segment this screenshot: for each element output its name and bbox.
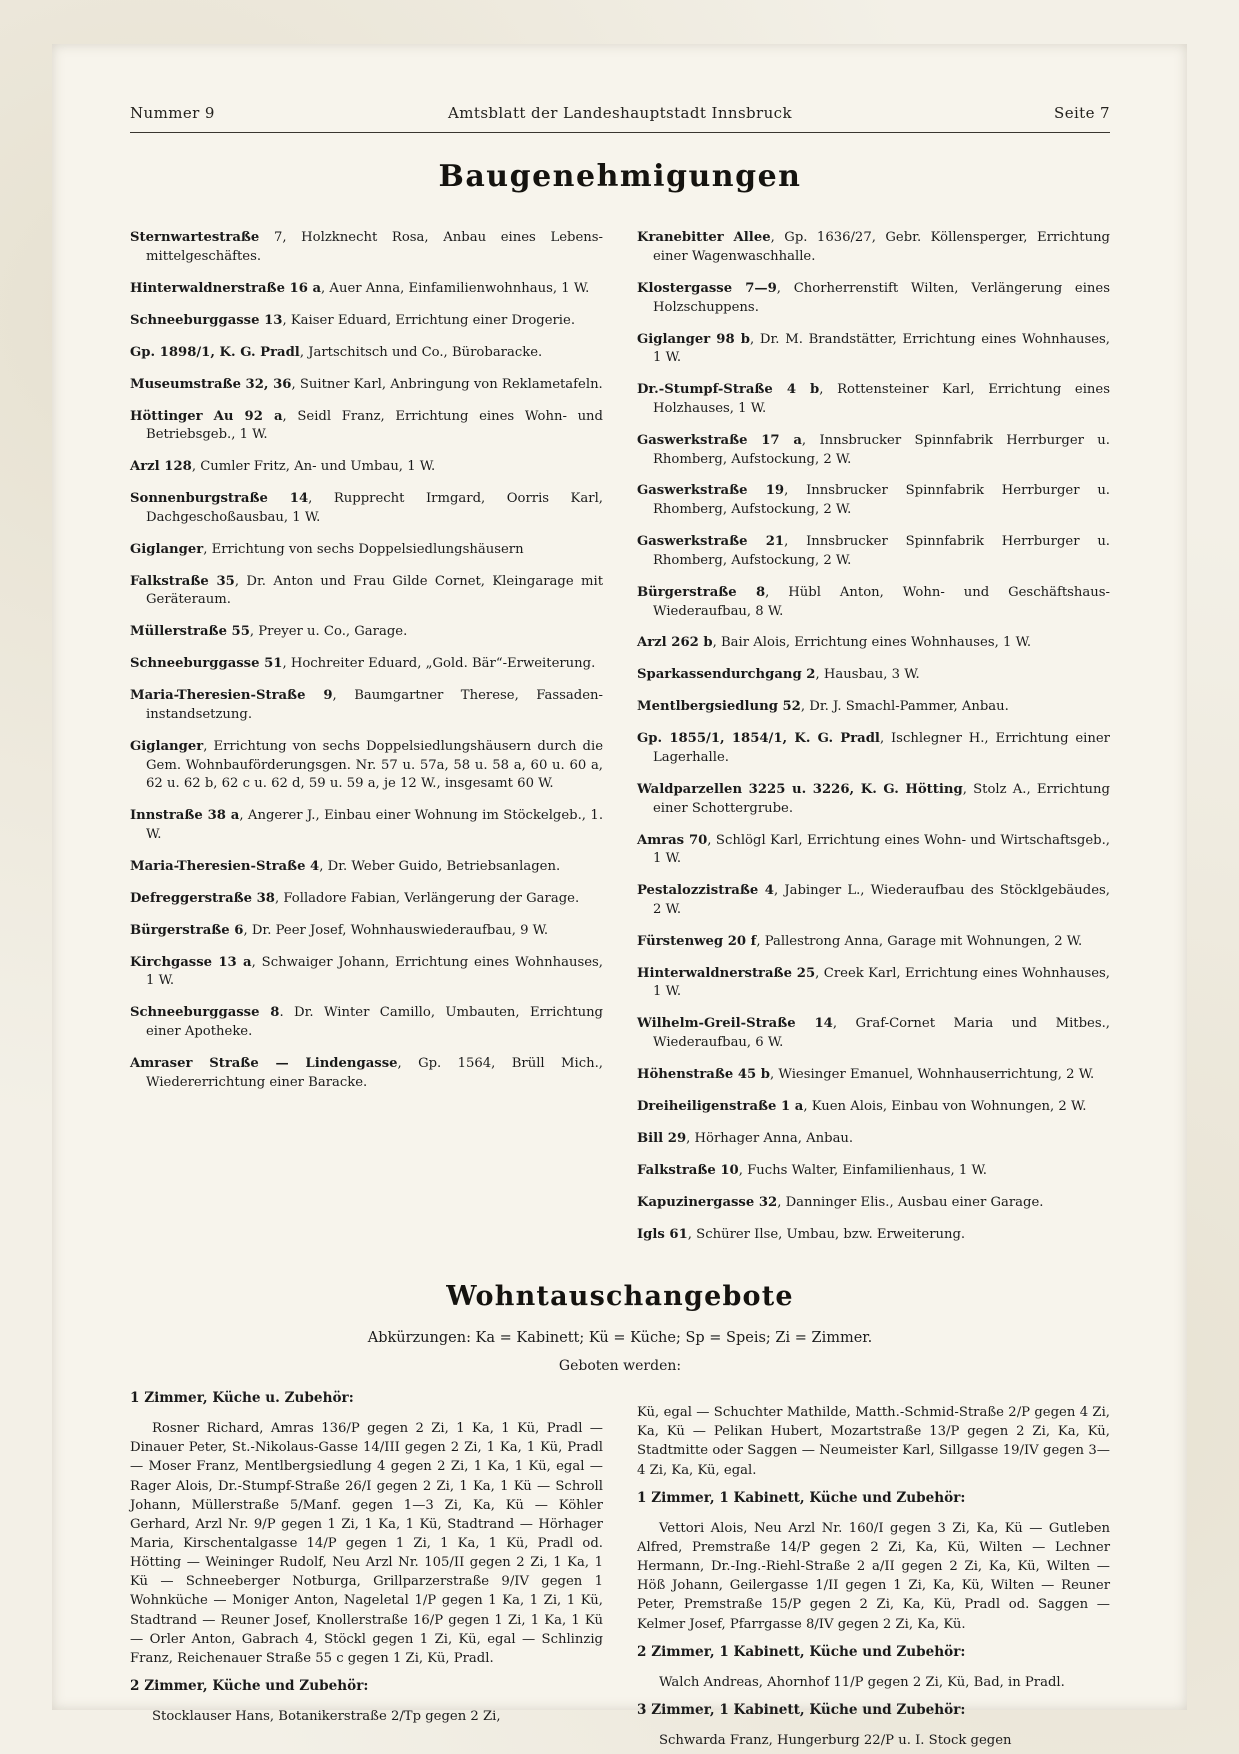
section-title-building-permits: Baugenehmigungen xyxy=(438,159,802,194)
permit-lead: Pestalozzistraße 4 xyxy=(637,883,774,899)
permit-entry xyxy=(130,687,603,724)
permit-entry xyxy=(637,933,1110,952)
permit-text: , Chorherrenstift Wilten, Verlängerung eines Holzschuppens. xyxy=(653,280,1110,315)
permit-lead: Bürgerstraße 6 xyxy=(130,922,244,938)
permit-text: , Gp. 1636/27, Gebr. Köllensperger, Errichtung einer Wagenwaschhalle. xyxy=(653,230,1111,264)
exchange-listing-continued: Kü, egal — Schuchter Mathilde, Matth.-Schmid-Straße 2/P gegen 4 Zi, Ka, Kü — Pelikan Hubert, Mozartstraße 13/P gegen 2 Zi, Ka, Kü, Stadtmitte oder Saggen — Neumeister Karl, Sillgasse 19/IV gegen 3—4 Zi, Ka, Kü, egal. xyxy=(637,1405,1110,1478)
permit-lead: Falkstraße 10 xyxy=(637,1162,739,1178)
permit-lead: Waldparzellen 3225 u. 3226, K. G. Hötting xyxy=(637,781,963,797)
exchange-group-heading: 2 Zimmer, 1 Kabinett, Küche und Zubehör: xyxy=(637,1643,966,1660)
permit-lead: Innstraße 38 a xyxy=(130,808,240,824)
permit-entry xyxy=(637,280,1110,317)
document-content xyxy=(130,104,1110,1753)
permit-lead: Höttinger Au 92 a xyxy=(130,408,283,424)
exchange-listing: Stocklauser Hans, Botanikerstraße 2/Tp gegen 2 Zi, xyxy=(152,1709,501,1725)
permit-text: , Hübl Anton, Wohn- und GeschäftshausWiederaufbau, 8 W. xyxy=(653,584,1110,619)
permit-lead: Schneeburggasse 8 xyxy=(130,1005,280,1021)
permit-entry xyxy=(637,781,1110,818)
permit-text: , Folladore Fabian, Verlängerung der Garage. xyxy=(274,890,580,906)
permit-lead: Amras 70 xyxy=(637,832,708,848)
permit-text: , Kaiser Eduard, Errichtung einer Drogerie. xyxy=(282,312,576,328)
permit-entry xyxy=(130,738,603,794)
permit-lead: Gaswerkstraße 21 xyxy=(637,534,785,550)
permit-entry xyxy=(130,541,603,560)
apartment-exchange-left-column xyxy=(130,1390,603,1753)
permit-lead: Amraser Straße — Lindengasse xyxy=(130,1055,398,1071)
permit-text: , Hausbau, 3 W. xyxy=(815,667,920,683)
header-rule xyxy=(130,132,1110,133)
permit-entry xyxy=(637,1130,1110,1149)
exchange-listing: Walch Andreas, Ahornhof 11/P gegen 2 Zi, Kü, Bad, in Pradl. xyxy=(659,1674,1065,1690)
permit-lead: Maria-Theresien-Straße 9 xyxy=(130,688,333,704)
permit-text: , Wiesinger Emanuel, Wohnhauserrichtung, 2 W. xyxy=(770,1067,1095,1083)
exchange-group-heading: 2 Zimmer, Küche und Zubehör: xyxy=(130,1677,369,1694)
permit-lead: Hinterwaldnerstraße 25 xyxy=(637,965,816,981)
permit-lead: Igls 61 xyxy=(637,1226,688,1242)
permit-text: , Fuchs Walter, Einfamilienhaus, 1 W. xyxy=(738,1162,987,1178)
permit-text: . Dr. Winter Camillo, Umbauten, Errichtung einer Apotheke. xyxy=(146,1005,604,1040)
permit-lead: Fürstenweg 20 f xyxy=(637,933,757,949)
permit-text: , Seidl Franz, Errichtung eines Wohn- und Betriebsgeb., 1 W. xyxy=(146,408,603,443)
permit-entry xyxy=(130,623,603,642)
section-title-apartment-exchange: Wohntauschangebote xyxy=(446,1280,794,1312)
permit-lead: Giglanger xyxy=(130,541,204,557)
permit-lead: Giglanger xyxy=(130,738,204,754)
permit-text: , Preyer u. Co., Garage. xyxy=(249,624,408,640)
permit-lead: Mentlbergsiedlung 52 xyxy=(637,699,801,715)
permit-text: , Stolz A., Errichtung einer Schottergrube. xyxy=(653,781,1110,816)
permit-entry xyxy=(637,432,1110,469)
permit-entry xyxy=(637,1162,1110,1181)
permit-text: , Angerer J., Einbau einer Wohnung im Stöckelgeb., 1. W. xyxy=(146,808,604,842)
permit-entry xyxy=(637,965,1110,1002)
permit-text: , Creek Karl, Errichtung eines Wohnhauses, 1 W. xyxy=(653,965,1110,1000)
permit-text: , Pallestrong Anna, Garage mit Wohnungen, 2 W. xyxy=(756,933,1083,949)
permit-text: , Rupprecht Irmgard, Oorris Karl, Dachgeschoßausbau, 1 W. xyxy=(146,491,603,525)
permit-text: , Dr. Peer Josef, Wohnhauswiederaufbau, 9 W. xyxy=(243,922,549,938)
permit-text: , Schürer Ilse, Umbau, bzw. Erweiterung. xyxy=(687,1226,966,1242)
permit-text: , Cumler Fritz, An- und Umbau, 1 W. xyxy=(191,459,436,475)
document-sheet xyxy=(52,44,1187,1749)
permit-text: , Dr. Weber Guido, Betriebsanlagen. xyxy=(319,858,561,874)
permit-lead: Falkstraße 35 xyxy=(130,573,235,589)
permit-lead: Klostergasse 7—9 xyxy=(637,280,777,296)
permit-text: , Gp. 1564, Brüll Mich., Wiedererrichtung einer Baracke. xyxy=(146,1055,603,1090)
apartment-exchange-right-column xyxy=(637,1390,1110,1753)
permit-entry xyxy=(130,954,603,991)
permit-entry xyxy=(130,655,603,674)
permit-lead: Hinterwaldnerstraße 16 a xyxy=(130,280,322,296)
permit-text: , Hochreiter Eduard, „Gold. Bär“-Erweiterung. xyxy=(282,656,596,672)
permit-entry xyxy=(637,666,1110,685)
exchange-listing: Vettori Alois, Neu Arzl Nr. 160/I gegen 3 Zi, Ka, Kü — Gutleben Alfred, Premstraße 14/P gegen 2 Zi, Ka, Kü, Wilten — Lechner Hermann, Dr.-Ing.-Riehl-Straße 2 a/II gegen 2 Zi, Ka, Kü, Wilten — Höß Johann, Geilergasse 1/II gegen 1 Zi, Ka, Kü, Wilten — Reuner Peter, Premstraße 15/P gegen 2 Zi, Ka, Kü, Pradl od. Saggen — Kelmer Josef, Pfarrgasse 8/IV gegen 2 Zi, Ka, Kü. xyxy=(637,1520,1110,1632)
permit-entry xyxy=(637,381,1110,418)
permit-text: , Danninger Elis., Ausbau einer Garage. xyxy=(777,1194,1044,1210)
apartment-exchange-columns xyxy=(130,1390,1110,1753)
exchange-group-heading: 1 Zimmer, 1 Kabinett, Küche und Zubehör: xyxy=(637,1489,966,1506)
permit-text: , Suitner Karl, Anbringung von Reklametafeln. xyxy=(291,376,603,392)
permit-entry xyxy=(130,312,603,331)
permit-entry xyxy=(637,1194,1110,1213)
permit-entry xyxy=(637,1098,1110,1117)
permit-entry xyxy=(130,858,603,877)
permit-entry xyxy=(130,229,603,266)
permit-entry xyxy=(637,634,1110,653)
exchange-listing: Rosner Richard, Amras 136/P gegen 2 Zi, 1 Ka, 1 Kü, Pradl — Dinauer Peter, St.-Nikolaus-Gasse 14/III gegen 2 Zi, 1 Ka, 1 Kü, Pradl — Moser Franz, Mentlbergsiedlung 4 gegen 2 Zi, 1 Ka, 1 Kü, egal — Rager Alois, Dr.-Stumpf-Straße 26/I gegen 2 Zi, 1 Ka, 1 Kü — Schroll Johann, Müllerstraße 5/Manf. gegen 1—3 Zi, Ka, Kü — Köhler Gerhard, Arzl Nr. 9/P gegen 1 Zi, 1 Ka, 1 Kü, Stadtrand — Hörhager Maria, Kirschentalgasse 14/P gegen 1 Zi, 1 Ka, 1 Kü, Pradl od. Hötting — Weininger Rudolf, Neu Arzl Nr. 105/II gegen 2 Zi, 1 Ka, 1 Kü — Schneeberger Notburga, Grillparzerstraße 9/IV gegen 1 Wohnküche — Moniger Anton, Nageletal 1/P gegen 1 Ka, 1 Zi, 1 Kü, Stadtrand — Reuner Josef, Knollerstraße 16/P gegen 1 Zi, 1 Ka, 1 Kü — Orler Anton, Gabrach 4, Stöckl gegen 1 Zi, Kü, egal — Schlinzig Franz, Reichenauer Straße 55 c gegen 1 Zi, Kü, Pradl. xyxy=(130,1421,603,1666)
permit-entry xyxy=(130,890,603,909)
permit-text: , Baumgartner Therese, Fassadeninstandsetzung. xyxy=(146,688,603,722)
permit-lead: Dreiheiligenstraße 1 a xyxy=(637,1098,804,1114)
permit-lead: Bill 29 xyxy=(637,1130,687,1146)
permit-lead: Sparkassendurchgang 2 xyxy=(637,667,816,683)
permit-lead: Kapuzinergasse 32 xyxy=(637,1194,778,1210)
exchange-group-heading: 3 Zimmer, 1 Kabinett, Küche und Zubehör: xyxy=(637,1702,966,1719)
permit-text: , Errichtung von sechs Doppelsiedlungshäusern xyxy=(203,541,524,557)
permit-text: , Dr. J. Smachl-Pammer, Anbau. xyxy=(800,699,1009,715)
permit-text: , Jabinger L., Wiederaufbau des Stöcklgebäudes, 2 W. xyxy=(653,883,1110,917)
permit-text: , Kuen Alois, Einbau von Wohnungen, 2 W. xyxy=(803,1098,1087,1114)
permit-entry xyxy=(637,730,1110,767)
running-head-issue: Nummer 9 xyxy=(130,104,215,122)
permit-lead: Bürgerstraße 8 xyxy=(637,584,766,600)
running-head-title: Amtsblatt der Landeshauptstadt Innsbruck xyxy=(448,104,792,122)
exchange-listing: Schwarda Franz, Hungerburg 22/P u. I. Stock gegen xyxy=(659,1733,1012,1749)
permit-lead: Müllerstraße 55 xyxy=(130,624,250,640)
permit-lead: Gaswerkstraße 19 xyxy=(637,483,785,499)
permit-text: 7, Holzknecht Rosa, Anbau eines Lebensmittelgeschäftes. xyxy=(146,230,603,264)
permit-entry xyxy=(637,882,1110,919)
permit-lead: Dr.-Stumpf-Straße 4 b xyxy=(637,382,820,398)
permit-text: , Innsbrucker Spinnfabrik Herrburger u. Rhomberg, Aufstockung, 2 W. xyxy=(653,432,1110,467)
permit-entry xyxy=(637,1226,1110,1245)
permit-entry xyxy=(637,229,1110,266)
permit-entry xyxy=(130,807,603,844)
building-permits-columns xyxy=(130,216,1110,1247)
permit-entry xyxy=(130,1055,603,1092)
exchange-group-heading: 1 Zimmer, Küche u. Zubehör: xyxy=(130,1389,354,1406)
permit-text: , Dr. M. Brandstätter, Errichtung eines Wohnhauses, 1 W. xyxy=(653,331,1110,366)
building-permits-left-column xyxy=(130,216,603,1247)
permit-text: , Errichtung von sechs Doppelsiedlungshäusern durch die Gem. Wohnbauförderungsgen. Nr. 57 u. 57a, 58 u. 58 a, 60 u. 60 a, 62 u. 62 b, 62 c u. 62 d, 59 u. 59 a, je 12 W., insgesamt 60 W. xyxy=(146,738,603,792)
permit-text: , Ischlegner H., Errichtung einer Lagerhalle. xyxy=(653,731,1110,765)
permit-text: , Dr. Anton und Frau Gilde Cornet, Kleingarage mit Geräteraum. xyxy=(146,573,603,608)
permit-lead: Arzl 128 xyxy=(130,459,192,475)
permit-lead: Sternwartestraße xyxy=(130,230,260,246)
permit-lead: Museumstraße 32, 36 xyxy=(130,376,292,392)
building-permits-right-column xyxy=(637,216,1110,1247)
permit-text: , Schlögl Karl, Errichtung eines Wohn- und Wirtschaftsgeb., 1 W. xyxy=(653,832,1111,867)
permit-text: , Bair Alois, Errichtung eines Wohnhauses, 1 W. xyxy=(712,635,1032,651)
permit-entry xyxy=(130,922,603,941)
permit-lead: Schneeburggasse 13 xyxy=(130,312,283,328)
permit-text: , Innsbrucker Spinnfabrik Herrburger u. Rhomberg, Aufstockung, 2 W. xyxy=(653,534,1111,568)
permit-entry xyxy=(130,408,603,445)
permit-lead: Kranebitter Allee xyxy=(637,230,771,246)
permit-entry xyxy=(637,698,1110,717)
permit-entry xyxy=(637,482,1110,519)
permit-text: , Hörhager Anna, Anbau. xyxy=(686,1130,854,1146)
permit-entry xyxy=(637,331,1110,368)
permit-entry xyxy=(130,376,603,395)
permit-entry xyxy=(130,344,603,363)
permit-text: , Jartschitsch und Co., Bürobaracke. xyxy=(299,344,543,360)
permit-entry xyxy=(130,490,603,527)
permit-entry xyxy=(130,573,603,610)
permit-lead: Arzl 262 b xyxy=(637,635,713,651)
running-head xyxy=(130,104,1110,132)
permit-entry xyxy=(637,1066,1110,1085)
permit-lead: Maria-Theresien-Straße 4 xyxy=(130,858,320,874)
permit-text: , Graf-Cornet Maria und Mitbes., Wiederaufbau, 6 W. xyxy=(653,1016,1110,1051)
permit-text: , Auer Anna, Einfamilienwohnhaus, 1 W. xyxy=(321,280,590,296)
permit-entry xyxy=(637,584,1110,621)
permit-lead: Gp. 1855/1, 1854/1, K. G. Pradl xyxy=(637,731,880,747)
permit-lead: Höhenstraße 45 b xyxy=(637,1067,770,1083)
permit-lead: Sonnenburgstraße 14 xyxy=(130,491,309,507)
permit-text: , Schwaiger Johann, Errichtung eines Wohnhauses, 1 W. xyxy=(146,954,603,989)
permit-text: , Innsbrucker Spinnfabrik Herrburger u. Rhomberg, Aufstockung, 2 W. xyxy=(653,483,1111,518)
permit-entry xyxy=(637,1015,1110,1052)
permit-lead: Gp. 1898/1, K. G. Pradl xyxy=(130,344,300,360)
permit-entry xyxy=(637,832,1110,869)
permit-lead: Schneeburggasse 51 xyxy=(130,656,283,672)
abbreviations-note: Abkürzungen: Ka = Kabinett; Kü = Küche; Sp = Speis; Zi = Zimmer. xyxy=(367,1329,873,1346)
permit-lead: Giglanger 98 b xyxy=(637,331,750,347)
permit-text: , Rottensteiner Karl, Errichtung eines Holzhauses, 1 W. xyxy=(653,382,1110,416)
permit-entry xyxy=(130,280,603,299)
running-head-page: Seite 7 xyxy=(1054,104,1110,122)
permit-lead: Gaswerkstraße 17 a xyxy=(637,432,802,448)
permit-entry xyxy=(130,458,603,477)
permit-lead: Kirchgasse 13 a xyxy=(130,954,252,970)
offered-label: Geboten werden: xyxy=(558,1357,682,1374)
permit-lead: Defreggerstraße 38 xyxy=(130,890,275,906)
permit-entry xyxy=(637,533,1110,570)
permit-entry xyxy=(130,1004,603,1041)
permit-lead: Wilhelm-Greil-Straße 14 xyxy=(637,1016,833,1032)
